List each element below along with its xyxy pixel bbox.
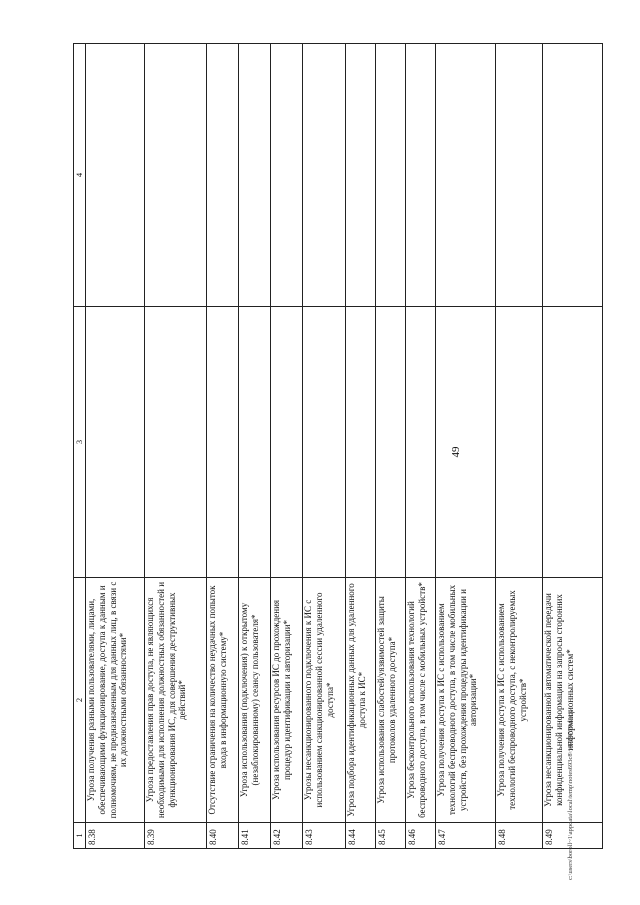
empty-cell [145, 307, 207, 578]
empty-cell [86, 307, 145, 578]
table-row [207, 44, 239, 849]
row-number: 8.49 [543, 823, 603, 849]
threat-description: Угроза использования ресурсов ИС до прохождения процедур идентификации и авторизации* [271, 578, 303, 823]
empty-cell [436, 307, 496, 578]
empty-cell [207, 307, 239, 578]
empty-cell [406, 307, 436, 578]
row-number: 8.48 [496, 823, 543, 849]
empty-cell [346, 307, 376, 578]
table-header-row [74, 44, 86, 849]
row-number: 8.46 [406, 823, 436, 849]
header-col-1: 1 [74, 823, 86, 849]
empty-cell [303, 307, 346, 578]
empty-cell [239, 307, 271, 578]
table-row [145, 44, 207, 849]
threat-description: Отсутствие ограничения на количество неудачных попыток входа в информационную систему* [207, 578, 239, 823]
header-col-3: 3 [74, 307, 86, 578]
threat-description: Угроза использования (подключения) к открытому (незаблокированному) сеансу пользователя* [239, 578, 271, 823]
empty-cell [346, 44, 376, 307]
row-number: 8.44 [346, 823, 376, 849]
table-row [346, 44, 376, 849]
threats-table [73, 43, 603, 849]
footer-file-path: c:\users\boroll~1\appdata\local\temp\notes693c8\~4724739.docx [567, 711, 574, 880]
threat-description: Угроза несанкционированной автоматической передачи конфиденциальной информации на запросы сторонних информационных систем* [543, 578, 603, 823]
empty-cell [271, 307, 303, 578]
empty-cell [376, 44, 406, 307]
row-number: 8.39 [145, 823, 207, 849]
header-col-4: 4 [74, 44, 86, 307]
row-number: 8.42 [271, 823, 303, 849]
threat-description: Угроза бесконтрольного использования технологий беспроводного доступа, в том числе с мобильных устройств* [406, 578, 436, 823]
row-number: 8.40 [207, 823, 239, 849]
threat-description: Угроза получения доступа к ИС с использованием технологий беспроводного доступа, в том числе мобильных устройств, без прохождения процедуры идентификации и авторизации* [436, 578, 496, 823]
threat-description: Угроза подбора идентификационных данных для удаленного доступа к ИС* [346, 578, 376, 823]
table-row [86, 44, 145, 849]
header-col-2: 2 [74, 578, 86, 823]
row-number: 8.47 [436, 823, 496, 849]
table-row [496, 44, 543, 849]
empty-cell [271, 44, 303, 307]
threat-description: Угроза предоставления прав доступа, не являющихся необходимыми для исполнения должностных обязанностей и функционирования ИС, для совершения деструктивных действий* [145, 578, 207, 823]
row-number: 8.38 [86, 823, 145, 849]
table-row [406, 44, 436, 849]
empty-cell [207, 44, 239, 307]
row-number: 8.45 [376, 823, 406, 849]
empty-cell [436, 44, 496, 307]
threat-description: Угроза получения разными пользователями, лицами, обеспечивающими функционирование, доступа к данным и полномочиям, не предназначенным для данных лиц, в связи с их должностными обязанностями* [86, 578, 145, 823]
table-row [239, 44, 271, 849]
empty-cell [496, 44, 543, 307]
threat-description: Угрозы несанкционированного подключения к ИС с использованием санкционированной сессии удаленного доступа* [303, 578, 346, 823]
threat-description: Угроза использования слабостей/уязвимостей защиты протоколов удаленного доступа* [376, 578, 406, 823]
table-row [436, 44, 496, 849]
table-row [376, 44, 406, 849]
table-row [271, 44, 303, 849]
empty-cell [406, 44, 436, 307]
empty-cell [86, 44, 145, 307]
threat-description: Угроза получения доступа к ИС с использованием технологий беспроводного доступа, с неконтролируемых устройств* [496, 578, 543, 823]
table-row [303, 44, 346, 849]
row-number: 8.41 [239, 823, 271, 849]
empty-cell [543, 44, 603, 307]
empty-cell [496, 307, 543, 578]
page-number: 49 [450, 446, 462, 458]
empty-cell [376, 307, 406, 578]
empty-cell [303, 44, 346, 307]
row-number: 8.43 [303, 823, 346, 849]
empty-cell [145, 44, 207, 307]
empty-cell [239, 44, 271, 307]
